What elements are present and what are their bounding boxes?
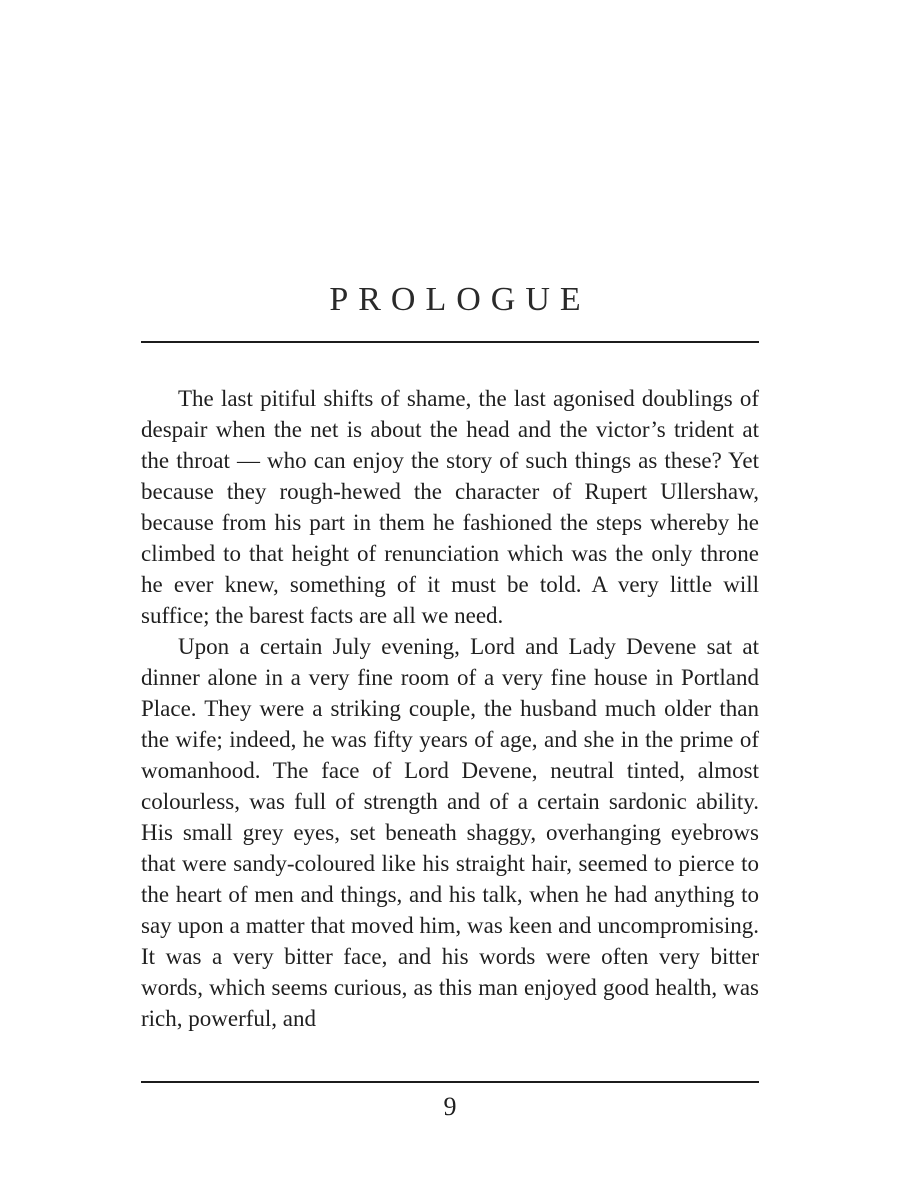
paragraph: The last pitiful shifts of shame, the last agonised doublings of despair when the net is about the head and the victor’s trident at the throat — who can enjoy the story of such things as these? Yet because they rough-hewed the character of Rupert Ullershaw, because from his part in them he fashioned the steps whereby he climbed to that height of renunciation which was the only throne he ever knew, something of it must be told. A very little will suffice; the barest facts are all we need. (141, 386, 759, 628)
body-text (141, 383, 759, 1034)
paragraph: Upon a certain July evening, Lord and Lady Devene sat at dinner alone in a very fine room of a very fine house in Portland Place. They were a striking couple, the husband much older than the wife; indeed, he was fifty years of age, and she in the prime of womanhood. The face of Lord Devene, neutral tinted, almost colourless, was full of strength and of a certain sardonic ability. His small grey eyes, set beneath shaggy, overhanging eyebrows that were sandy-coloured like his straight hair, seemed to pierce to the heart of men and things, and his talk, when he had anything to say upon a matter that moved him, was keen and uncompromising. It was a very bitter face, and his words were often very bitter words, which seems curious, as this man enjoyed good health, was rich, powerful, and (141, 634, 759, 1031)
bottom-divider-rule (141, 1081, 759, 1083)
chapter-title: PROLOGUE (329, 280, 591, 318)
page-number: 9 (443, 1092, 457, 1121)
top-divider-rule (141, 341, 759, 343)
